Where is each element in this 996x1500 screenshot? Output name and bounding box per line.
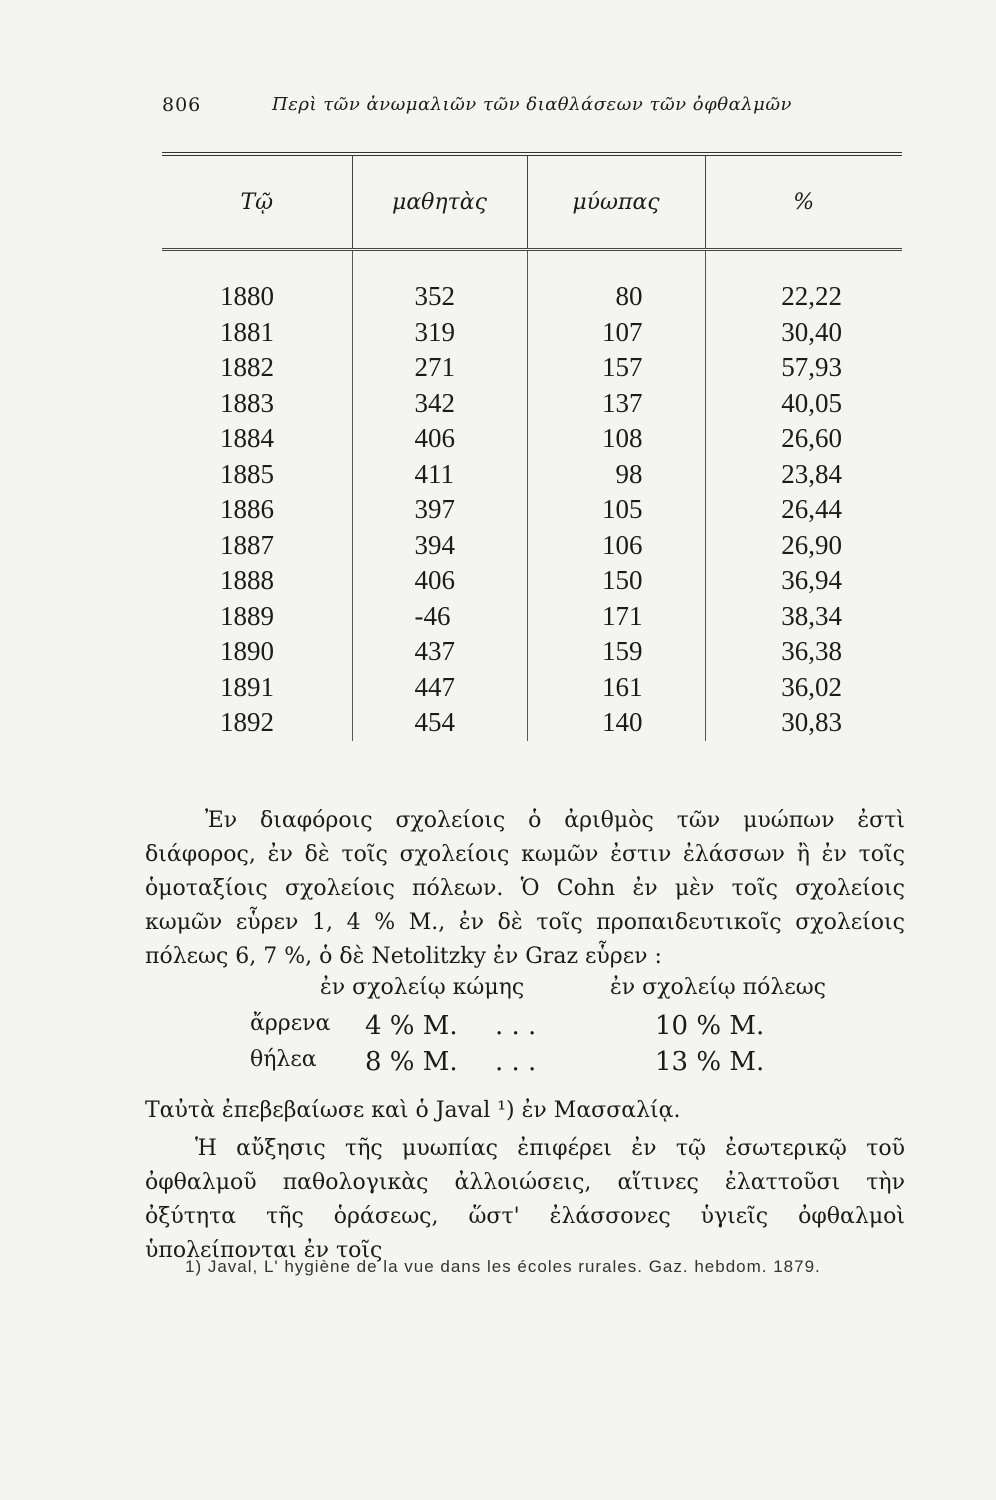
percent-cell: 38,34 <box>705 599 902 635</box>
percent-cell: 26,90 <box>705 528 902 564</box>
students-cell: 397 <box>352 492 527 528</box>
town-value: 10 % M. <box>655 1011 765 1041</box>
myopes-cell: 137 <box>527 386 705 422</box>
myopes-cell: 108 <box>527 421 705 457</box>
header-myopes: μύωπας <box>527 154 705 250</box>
year-cell: 1886 <box>220 494 274 525</box>
students-cell: -46 <box>352 599 527 635</box>
students-cell: 319 <box>352 315 527 351</box>
year-cell: 1880 <box>220 281 274 312</box>
table-row <box>162 705 902 741</box>
myopes-cell: 150 <box>527 563 705 599</box>
page-number: 806 <box>162 94 202 116</box>
header-students: μαθητὰς <box>352 154 527 250</box>
students-cell: 394 <box>352 528 527 564</box>
table-row <box>162 386 902 422</box>
myopes-cell: 107 <box>527 315 705 351</box>
table-row <box>162 350 902 386</box>
table-row <box>162 599 902 635</box>
myopes-cell: 159 <box>527 634 705 670</box>
leader-dots: . . . <box>495 1047 537 1077</box>
myopes-cell: 157 <box>527 350 705 386</box>
table-row <box>162 457 902 493</box>
comparison-row-girls <box>150 1047 850 1081</box>
students-cell: 454 <box>352 705 527 741</box>
row-label: θήλεα <box>250 1047 317 1072</box>
running-title: Περὶ τῶν ἀνωμαλιῶν τῶν διαθλάσεων τῶν ὀφθαλμῶν <box>272 94 792 115</box>
row-label: ἄρρενα <box>250 1011 331 1036</box>
percent-cell: 23,84 <box>705 457 902 493</box>
leader-dots: . . . <box>495 1011 537 1041</box>
myopes-cell: 80 <box>527 250 705 315</box>
running-head <box>162 94 902 124</box>
percent-cell: 36,94 <box>705 563 902 599</box>
table-row <box>162 315 902 351</box>
heading-village-school: ἐν σχολείῳ κώμης <box>320 975 525 1000</box>
students-cell: 342 <box>352 386 527 422</box>
percent-cell: 40,05 <box>705 386 902 422</box>
table-row <box>162 421 902 457</box>
heading-town-school: ἐν σχολείῳ πόλεως <box>610 975 826 1000</box>
myopes-cell: 140 <box>527 705 705 741</box>
percent-cell: 26,44 <box>705 492 902 528</box>
table-row <box>162 563 902 599</box>
table-row <box>162 492 902 528</box>
percent-cell: 36,02 <box>705 670 902 706</box>
paragraph-javal: Ταὐτὰ ἐπεβεβαίωσε καὶ ὁ Javal ¹) ἐν Μασσαλίᾳ. <box>145 1098 681 1123</box>
percent-cell: 36,38 <box>705 634 902 670</box>
students-cell: 352 <box>352 250 527 315</box>
percent-cell: 57,93 <box>705 350 902 386</box>
myopes-cell: 171 <box>527 599 705 635</box>
year-cell: 1884 <box>220 423 274 454</box>
percent-cell: 22,22 <box>705 250 902 315</box>
students-cell: 437 <box>352 634 527 670</box>
year-cell: 1889 <box>220 600 274 631</box>
myopes-cell: 106 <box>527 528 705 564</box>
myopes-cell: 161 <box>527 670 705 706</box>
year-cell: 1888 <box>220 565 274 596</box>
students-cell: 271 <box>352 350 527 386</box>
table-row <box>162 670 902 706</box>
village-value: 4 % M. <box>365 1011 458 1041</box>
year-cell: 1887 <box>220 529 274 560</box>
header-year: Τῷ <box>162 154 352 250</box>
year-cell: 1890 <box>220 636 274 667</box>
netolitzky-comparison <box>150 975 850 1085</box>
year-cell: 1881 <box>220 316 274 347</box>
myopes-cell: 105 <box>527 492 705 528</box>
table-row <box>162 528 902 564</box>
percent-cell: 26,60 <box>705 421 902 457</box>
students-cell: 411 <box>352 457 527 493</box>
students-cell: 447 <box>352 670 527 706</box>
paragraph-myopia-progression: Ἡ αὔξησις τῆς μυωπίας ἐπιφέρει ἐν τῷ ἐσωτερικῷ τοῦ ὀφθαλμοῦ παθολογικὰς ἀλλοιώσεις, αἵτινες ἐλαττοῦσι τὴν ὀξύτητα τῆς ὁράσεως, ὥστ' ἐλάσσονες ὑγιεῖς ὀφθαλμοὶ ὑπολείπονται ἐν τοῖς <box>145 1136 905 1263</box>
table-header-row <box>162 154 902 250</box>
table-row <box>162 634 902 670</box>
footnote: 1) Javal, L' hygiène de la vue dans les écoles rurales. Gaz. hebdom. 1879. <box>185 1257 821 1276</box>
header-percent: % <box>705 154 902 250</box>
year-cell: 1883 <box>220 387 274 418</box>
students-cell: 406 <box>352 421 527 457</box>
year-cell: 1885 <box>220 458 274 489</box>
year-cell: 1892 <box>220 707 274 738</box>
year-cell: 1891 <box>220 671 274 702</box>
students-cell: 406 <box>352 563 527 599</box>
table-row <box>162 250 902 315</box>
percent-cell: 30,40 <box>705 315 902 351</box>
year-cell: 1882 <box>220 352 274 383</box>
town-value: 13 % M. <box>655 1047 765 1077</box>
myopes-cell: 98 <box>527 457 705 493</box>
village-value: 8 % M. <box>365 1047 458 1077</box>
percent-cell: 30,83 <box>705 705 902 741</box>
myopia-statistics-table <box>162 152 902 741</box>
paragraph-cohn-netolitzky: Ἐν διαφόροις σχολείοις ὁ ἀριθμὸς τῶν μυώπων ἐστὶ διάφορος, ἐν δὲ τοῖς σχολείοις κωμῶν ἐστιν ἐλάσσων ἢ ἐν τοῖς ὁμοταξίοις σχολείοις πόλεων. Ὁ Cohn ἐν μὲν τοῖς σχολείοις κωμῶν εὗρεν 1, 4 % M., ἐν δὲ τοῖς προπαιδευτικοῖς σχολείοις πόλεως 6, 7 %, ὁ δὲ Netolitzky ἐν Graz εὗρεν : <box>145 808 905 969</box>
comparison-row-boys <box>150 1011 850 1045</box>
